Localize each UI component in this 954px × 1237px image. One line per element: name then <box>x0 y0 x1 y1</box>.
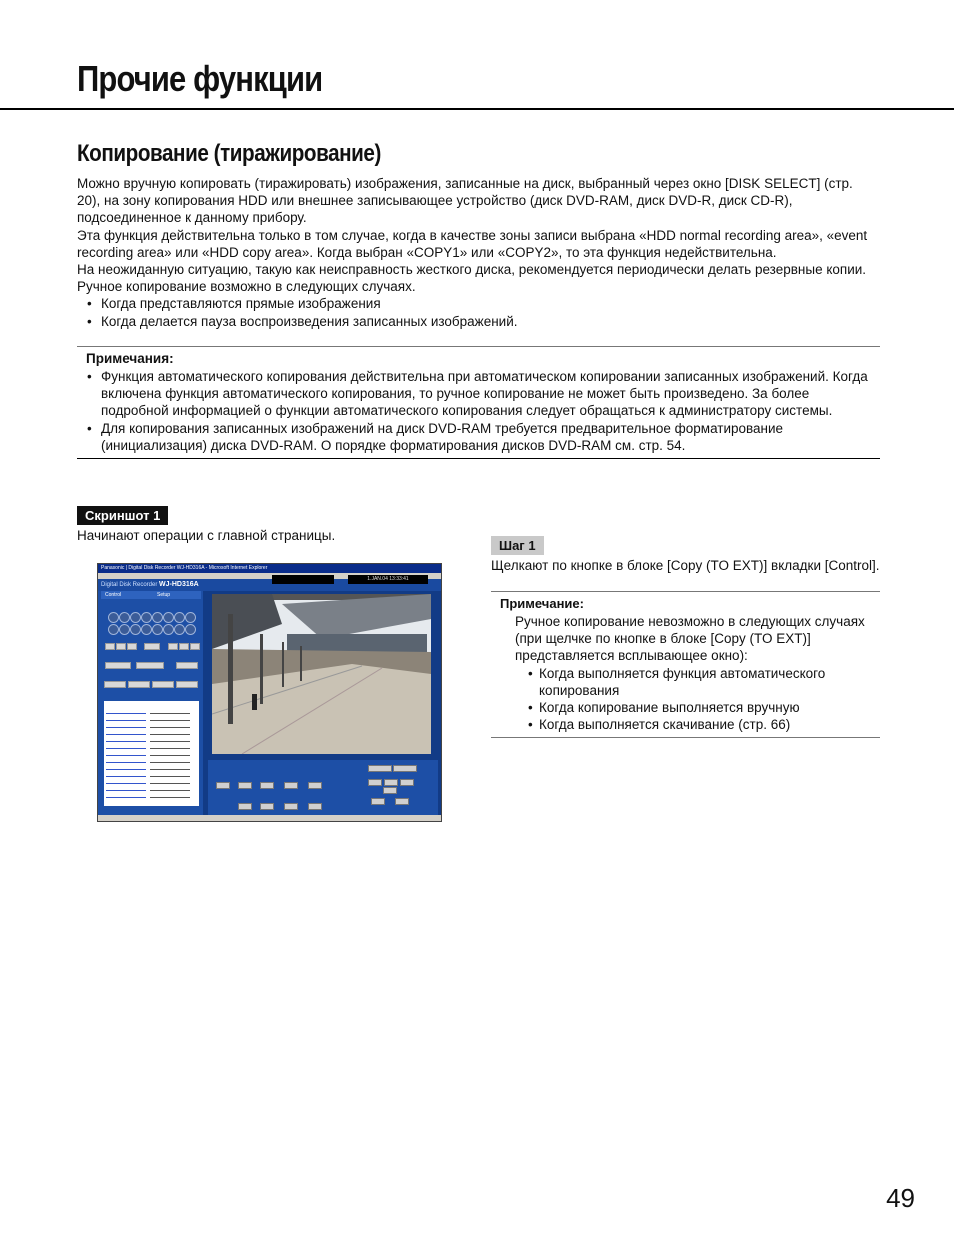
list-item: • Для копирования записанных изображений на диск DVD-RAM требуется предварительное форматирование (инициализация) диска DVD-RAM. О порядке форматирования дисков DVD-RAM см. стр. 54. <box>77 420 880 454</box>
playback-button <box>238 803 252 810</box>
screenshot-image <box>97 563 442 822</box>
event-log-list <box>104 701 199 806</box>
log-button <box>128 681 150 688</box>
playback-button <box>260 782 274 789</box>
camera-button <box>130 612 141 623</box>
intro-paragraph: Можно вручную копировать (тиражировать) изображения, записанные на диск, выбранный через окно [DISK SELECT] (стр. 20), на зону копирования HDD или внешнее записывающее устройство (диск DVD-RAM, диск DVD-R, диск CD-R), подсоединенное к данному прибору. <box>77 176 853 226</box>
left-panel <box>98 591 203 816</box>
playback-button <box>284 803 298 810</box>
section-title: Копирование (тиражирование) <box>77 140 381 167</box>
camera-button <box>130 624 141 635</box>
list-item: • Когда представляются прямые изображения <box>77 295 877 312</box>
camera-button <box>174 612 185 623</box>
model-label: Digital Disk Recorder WJ-HD316A <box>101 581 199 588</box>
window-titlebar <box>98 564 441 573</box>
notes-list <box>77 368 880 454</box>
playback-button <box>284 782 298 789</box>
step-label: Шаг 1 <box>491 536 544 555</box>
sequence-button <box>144 643 160 650</box>
zoom-button <box>190 643 200 650</box>
playback-button <box>308 782 322 789</box>
notes-block <box>77 346 880 459</box>
intro-text <box>77 175 877 330</box>
clock-display: 1.JAN.04 13:33:41 <box>348 575 428 584</box>
multiscreen-button <box>127 643 137 650</box>
camera-button <box>163 624 174 635</box>
panel-tabs <box>101 591 201 599</box>
cases-list <box>77 295 877 329</box>
camera-button <box>185 612 196 623</box>
playback-controls <box>208 760 438 816</box>
playback-button <box>308 803 322 810</box>
camera-video <box>212 594 431 754</box>
camera-button <box>108 624 119 635</box>
list-item: • Когда делается пауза воспроизведения записанных изображений. <box>77 313 877 330</box>
camera-button <box>119 612 130 623</box>
camera-button <box>163 612 174 623</box>
list-item: • Когда копирование выполняется вручную <box>515 699 880 716</box>
screenshot-label: Скриншот 1 <box>77 506 168 525</box>
camera-button <box>108 612 119 623</box>
download-button <box>400 779 414 786</box>
station-image <box>212 594 431 754</box>
tab-setup: Setup <box>157 592 171 598</box>
log-button <box>152 681 174 688</box>
playback-button <box>260 803 274 810</box>
page-title: Прочие функции <box>77 58 323 99</box>
step-text: Щелкают по кнопке в блоке [Copy (TO EXT)] вкладки [Control]. <box>491 558 880 573</box>
playback-button <box>238 782 252 789</box>
note-body: Ручное копирование невозможно в следующих случаях (при щелчке по кнопке в блоке [Copy (TO EXT)] представляется всплывающее окно): <box>515 614 865 664</box>
camera-button <box>141 624 152 635</box>
zoom-button <box>179 643 189 650</box>
search-button <box>105 662 131 669</box>
page-number: 49 <box>886 1183 915 1213</box>
log-button <box>176 681 198 688</box>
browser-statusbar <box>98 815 441 821</box>
download-button <box>368 779 382 786</box>
disk-select-button <box>136 662 164 669</box>
camera-button <box>185 624 196 635</box>
download-button <box>384 779 398 786</box>
viewer-button <box>383 787 397 794</box>
camera-button <box>174 624 185 635</box>
zoom-button <box>168 643 178 650</box>
log-button <box>104 681 126 688</box>
list-item: • Когда выполняется функция автоматического копирования <box>515 665 880 699</box>
intro-paragraph: Ручное копирование возможно в следующих случаях. <box>77 279 416 295</box>
copy-button <box>176 662 198 669</box>
note-list <box>515 665 880 734</box>
copy-to-ext-button <box>368 765 392 772</box>
intro-paragraph: Эта функция действительна только в том случае, когда в качестве зоны записи выбрана «HDD normal recording area», «event recording area» или «HDD copy area». Когда выбран «COPY1» или «COPY2», то эта функция недействительна. <box>77 227 868 260</box>
list-item: • Функция автоматического копирования действительна при автоматическом копировании записанных изображений. Когда включена функция автоматического копирования, то ручное копирование не может быть произведено. За более подробной информацией о функции автоматического копирования следует обращаться к администратору системы. <box>77 368 880 420</box>
notes-title: Примечания: <box>86 351 174 366</box>
note-title: Примечание: <box>500 596 584 611</box>
camera-button <box>152 612 163 623</box>
window-title: Panasonic | Digital Disk Recorder WJ-HD316A - Microsoft Internet Explorer <box>101 565 268 571</box>
camera-button <box>152 624 163 635</box>
mark-button <box>371 798 385 805</box>
note-block <box>491 591 880 738</box>
copy-button <box>393 765 417 772</box>
tab-control: Control <box>105 592 122 598</box>
multiscreen-button <box>116 643 126 650</box>
camera-button <box>119 624 130 635</box>
camera-button <box>141 612 152 623</box>
multiscreen-button <box>105 643 115 650</box>
screenshot-caption: Начинают операции с главной страницы. <box>77 528 336 543</box>
title-divider <box>0 108 954 110</box>
text-button <box>395 798 409 805</box>
list-item: • Когда выполняется скачивание (стр. 66) <box>515 716 880 733</box>
intro-paragraph: На неожиданную ситуацию, такую как неисправность жесткого диска, рекомендуется периодически делать резервные копии. <box>77 262 867 278</box>
playback-button <box>216 782 230 789</box>
status-display <box>272 575 334 584</box>
